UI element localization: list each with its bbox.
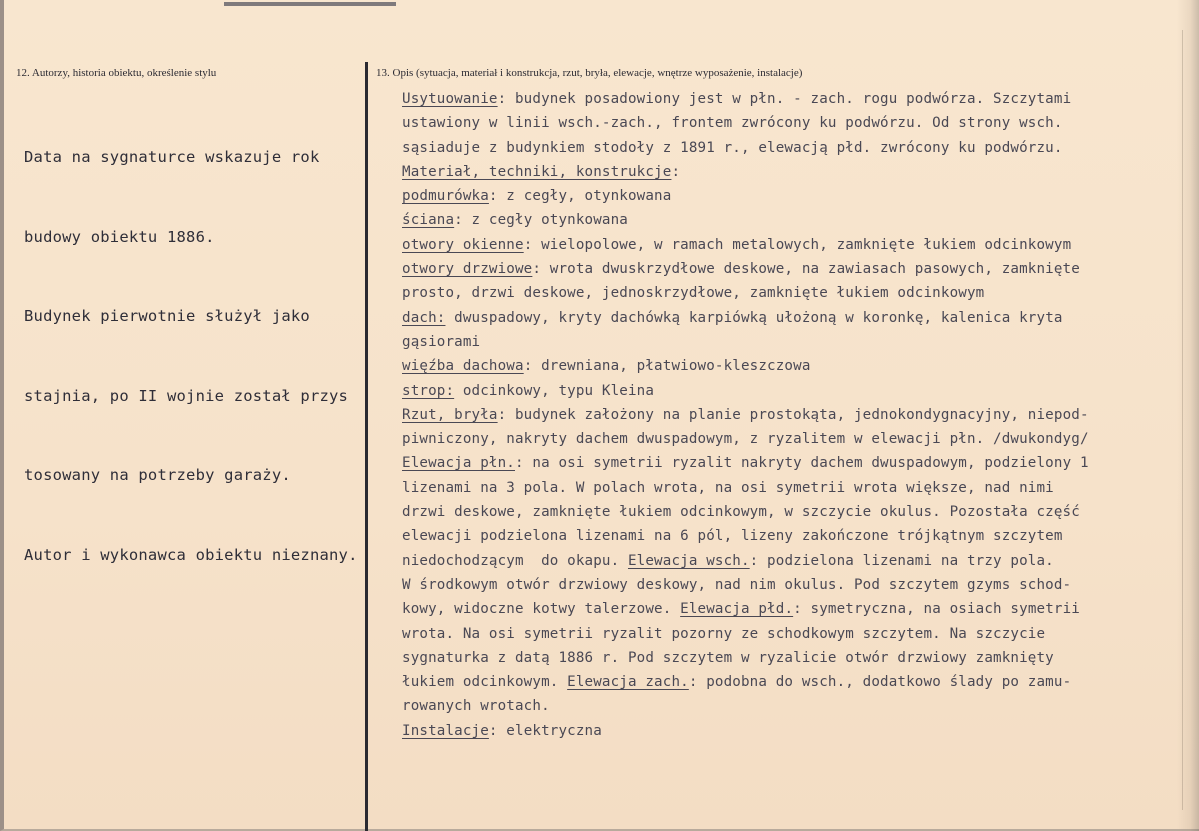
description-segment: lizenami na 3 pola. W polach wrota, na osi symetrii wrota większe, nad nimi	[402, 479, 1054, 496]
description-segment: : na osi symetrii ryzalit nakryty dachem dwuspadowym, podzielony 1	[515, 455, 1089, 472]
description-segment: drzwi deskowe, zamknięte łukiem odcinkowym, w szczycie okulus. Pozostała część	[402, 504, 1080, 521]
description-line	[402, 646, 1089, 670]
section-term: otwory okienne	[402, 236, 524, 253]
description-segment: : z cegły, otynkowana	[488, 188, 672, 205]
description-line	[402, 87, 1089, 111]
description-line	[402, 597, 1089, 621]
section-term: Elewacja płd.	[680, 601, 794, 618]
description-line	[402, 427, 1089, 451]
description-line	[402, 330, 1089, 354]
section-term: podmurówka	[402, 188, 489, 205]
description-line	[402, 257, 1089, 281]
description-segment: :	[671, 163, 681, 180]
description-segment: sąsiaduje z budynkiem stodoły z 1891 r., elewacją płd. zwrócony ku podwórzu.	[402, 139, 1063, 156]
history-line: tosowany na potrzeby garaży.	[24, 466, 291, 484]
description-segment: : symetryczna, na osiach symetrii	[793, 601, 1080, 618]
section-13-header: 13. Opis (sytuacja, materiał i konstrukcja, rzut, bryła, elewacje, wnętrze wyposażenie, instalacje)	[376, 67, 803, 79]
description-line	[402, 233, 1089, 257]
description-line	[402, 354, 1089, 378]
description-line	[402, 694, 1089, 718]
history-text	[24, 91, 358, 621]
description-segment: odcinkowy, typu Kleina	[454, 382, 655, 399]
description-segment: piwniczony, nakryty dachem dwuspadowym, z ryzalitem w elewacji płn. /dwukondyg/	[402, 431, 1089, 448]
section-term: Rzut, bryła	[402, 406, 498, 423]
section-term: ściana	[402, 212, 455, 229]
description-segment: dwuspadowy, kryty dachówką karpiówką ułożoną w koronkę, kalenica kryta	[445, 309, 1063, 326]
history-line: Autor i wykonawca obiektu nieznany.	[24, 545, 358, 564]
description-segment: : budynek założony na planie prostokąta, jednokondygnacyjny, niepod-	[497, 406, 1089, 423]
history-line: stajnia, po II wojnie został przys	[24, 386, 349, 405]
description-line	[402, 500, 1089, 524]
description-line	[402, 208, 1089, 232]
description-segment: elewacji podzielona lizenami na 6 pól, lizeny zakończone trójkątnym szczytem	[402, 528, 1063, 545]
description-line	[402, 160, 1089, 184]
history-line: budowy obiektu 1886.	[24, 227, 215, 246]
description-line	[402, 306, 1089, 330]
description-line	[402, 379, 1089, 403]
description-segment: kowy, widoczne kotwy talerzowe.	[402, 601, 681, 618]
description-line	[402, 524, 1089, 548]
description-line	[402, 670, 1089, 694]
section-term: Elewacja płn.	[402, 455, 515, 472]
description-segment: niedochodzącym do okapu.	[402, 552, 628, 569]
section-term: otwory drzwiowe	[402, 261, 533, 278]
description-text	[402, 87, 1089, 743]
description-segment: : podzielona lizenami na trzy pola.	[749, 552, 1054, 569]
description-segment: : drewniana, płatwiowo-kleszczowa	[523, 358, 811, 375]
section-term: dach:	[402, 309, 446, 326]
section-term: Elewacja wsch.	[627, 552, 750, 569]
description-line	[402, 549, 1089, 573]
history-line: Budynek pierwotnie służył jako	[24, 307, 310, 325]
description-segment: : budynek posadowiony jest w płn. - zach. rogu podwórza. Szczytami	[497, 91, 1072, 107]
description-line	[402, 622, 1089, 646]
description-segment: wrota. Na osi symetrii ryzalit pozorny ze schodkowym szczytem. Na szczycie	[402, 625, 1046, 642]
description-segment: : wrota dwuskrzydłowe deskowe, na zawiasach pasowych, zamknięte	[532, 261, 1080, 278]
description-segment: : elektryczna	[488, 722, 602, 739]
section-term: Materiał, techniki, konstrukcje	[402, 163, 672, 180]
description-line	[402, 476, 1089, 500]
section-12-header: 12. Autorzy, historia obiektu, określenie stylu	[16, 67, 217, 79]
section-term: Elewacja zach.	[567, 674, 689, 691]
description-line	[402, 719, 1089, 743]
description-segment: prosto, drzwi deskowe, jednoskrzydłowe, zamknięte łukiem odcinkowym	[402, 285, 985, 302]
section-term: więźba dachowa	[402, 358, 524, 375]
description-segment: ustawiony w linii wsch.-zach., frontem zwrócony ku podwórzu. Od strony wsch.	[402, 115, 1063, 132]
description-segment: rowanych wrotach.	[402, 698, 550, 715]
description-segment: sygnaturka z datą 1886 r. Pod szczytem w ryzalicie otwór drzwiowy zamknięty	[402, 649, 1054, 666]
description-line	[402, 403, 1089, 427]
description-line	[402, 573, 1089, 597]
section-term: strop:	[402, 382, 455, 399]
column-divider	[365, 62, 368, 831]
description-line	[402, 184, 1089, 208]
description-line	[402, 136, 1089, 160]
description-segment: W środkowym otwór drzwiowy deskowy, nad nim okulus. Pod szczytem gzyms schod-	[402, 576, 1072, 593]
description-segment: łukiem odcinkowym.	[402, 674, 568, 691]
section-term: Instalacje	[402, 722, 489, 739]
section-term: Usytuowanie	[402, 91, 498, 107]
description-line	[402, 111, 1089, 135]
top-rule	[224, 2, 396, 6]
card-edge-strip	[1182, 30, 1197, 810]
description-line	[402, 281, 1089, 305]
description-segment: : podobna do wsch., dodatkowo ślady po zamu-	[688, 674, 1072, 691]
description-line	[402, 451, 1089, 475]
description-segment: : wielopolowe, w ramach metalowych, zamknięte łukiem odcinkowym	[523, 236, 1072, 253]
description-segment: : z cegły otynkowana	[454, 212, 628, 229]
history-line: Data na sygnaturce wskazuje rok	[24, 148, 320, 166]
description-segment: gąsiorami	[402, 333, 481, 350]
